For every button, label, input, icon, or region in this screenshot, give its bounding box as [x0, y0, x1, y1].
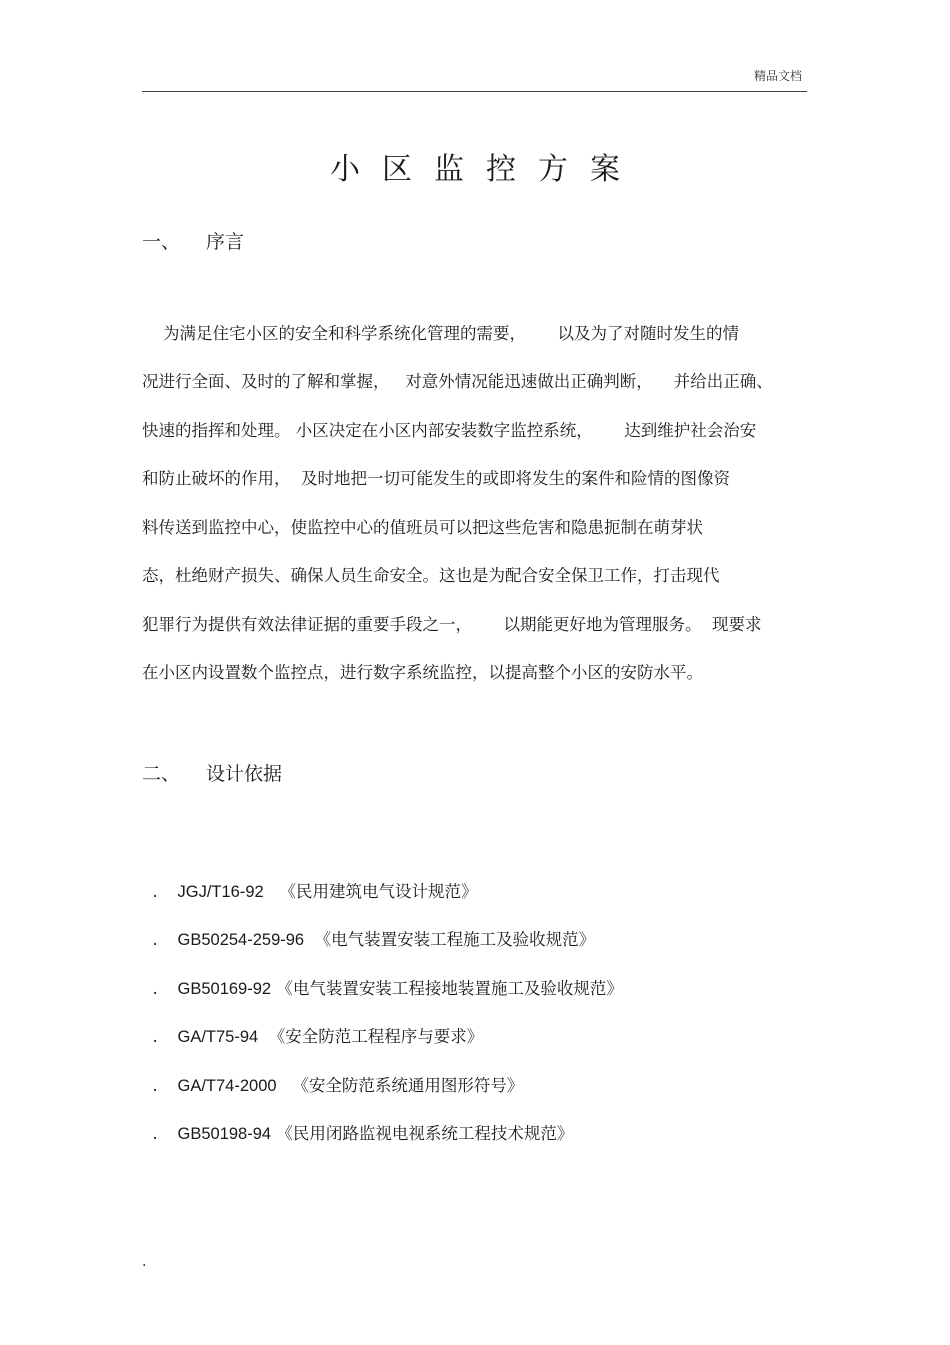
- paragraph-line: 在小区内设置数个监控点，进行数字系统监控，以提高整个小区的安防水平。: [142, 663, 703, 682]
- footer-mark: .: [142, 1254, 147, 1270]
- paragraph-line: 态，杜绝财产损失、确保人员生命安全。这也是为配合安全保卫工作，打击现代: [142, 566, 720, 585]
- section-number: 一、: [142, 231, 181, 253]
- reference-item: [142, 856, 477, 904]
- paragraph-line: 为满足住宅小区的安全和科学系统化管理的需要， 以及为了对随时发生的情: [142, 324, 739, 343]
- bullet: .: [152, 1124, 158, 1143]
- section-title: 设计依据: [206, 763, 283, 785]
- reference-item: [142, 1098, 573, 1146]
- standard-name: 《民用建筑电气设计规范》: [279, 882, 478, 901]
- standard-code: GA/T75-94: [177, 1028, 259, 1046]
- section-number: 二、: [142, 763, 181, 785]
- reference-item: [142, 953, 623, 1001]
- section-heading-preface: [142, 227, 244, 254]
- bullet: .: [152, 1027, 158, 1046]
- header-label: 精品文档: [753, 69, 802, 83]
- paragraph-line: 犯罪行为提供有效法律证据的重要手段之一， 以期能更好地为管理服务。 现要求: [142, 615, 762, 634]
- standard-name: 《电气装置安装工程接地装置施工及验收规范》: [276, 979, 623, 998]
- section-heading-design-basis: [142, 759, 282, 786]
- bullet: .: [152, 979, 158, 998]
- paragraph-line: 和防止破坏的作用， 及时地把一切可能发生的或即将发生的案件和险情的图像资: [142, 469, 730, 488]
- paragraph-line: 料传送到监控中心，使监控中心的值班员可以把这些危害和隐患扼制在萌芽状: [142, 518, 703, 537]
- reference-item: [142, 904, 595, 952]
- standard-code: GA/T74-2000: [177, 1077, 277, 1095]
- bullet: .: [152, 882, 158, 901]
- standard-name: 《电气装置安装工程施工及验收规范》: [314, 930, 596, 949]
- standard-code: GB50254-259-96: [177, 931, 305, 949]
- bullet: .: [152, 930, 158, 949]
- bullet: .: [152, 1076, 158, 1095]
- reference-item: [142, 1050, 523, 1098]
- standard-name: 《民用闭路监视电视系统工程技术规范》: [276, 1124, 574, 1143]
- standard-code: JGJ/T16-92: [177, 883, 264, 901]
- paragraph-line: 快速的指挥和处理。 小区决定在小区内部安装数字监控系统， 达到维护社会治安: [142, 421, 757, 440]
- document-title: 小区监控方案: [330, 152, 642, 188]
- reference-item: [142, 1001, 483, 1049]
- paragraph-line: 况进行全面、及时的了解和掌握， 对意外情况能迅速做出正确判断， 并给出正确、: [142, 372, 773, 391]
- standard-code: GB50198-94: [177, 1125, 272, 1143]
- section-title: 序言: [206, 231, 245, 253]
- standard-name: 《安全防范工程程序与要求》: [268, 1027, 484, 1046]
- header-divider: [142, 91, 807, 92]
- standard-name: 《安全防范系统通用图形符号》: [292, 1076, 524, 1095]
- standard-code: GB50169-92: [177, 980, 272, 998]
